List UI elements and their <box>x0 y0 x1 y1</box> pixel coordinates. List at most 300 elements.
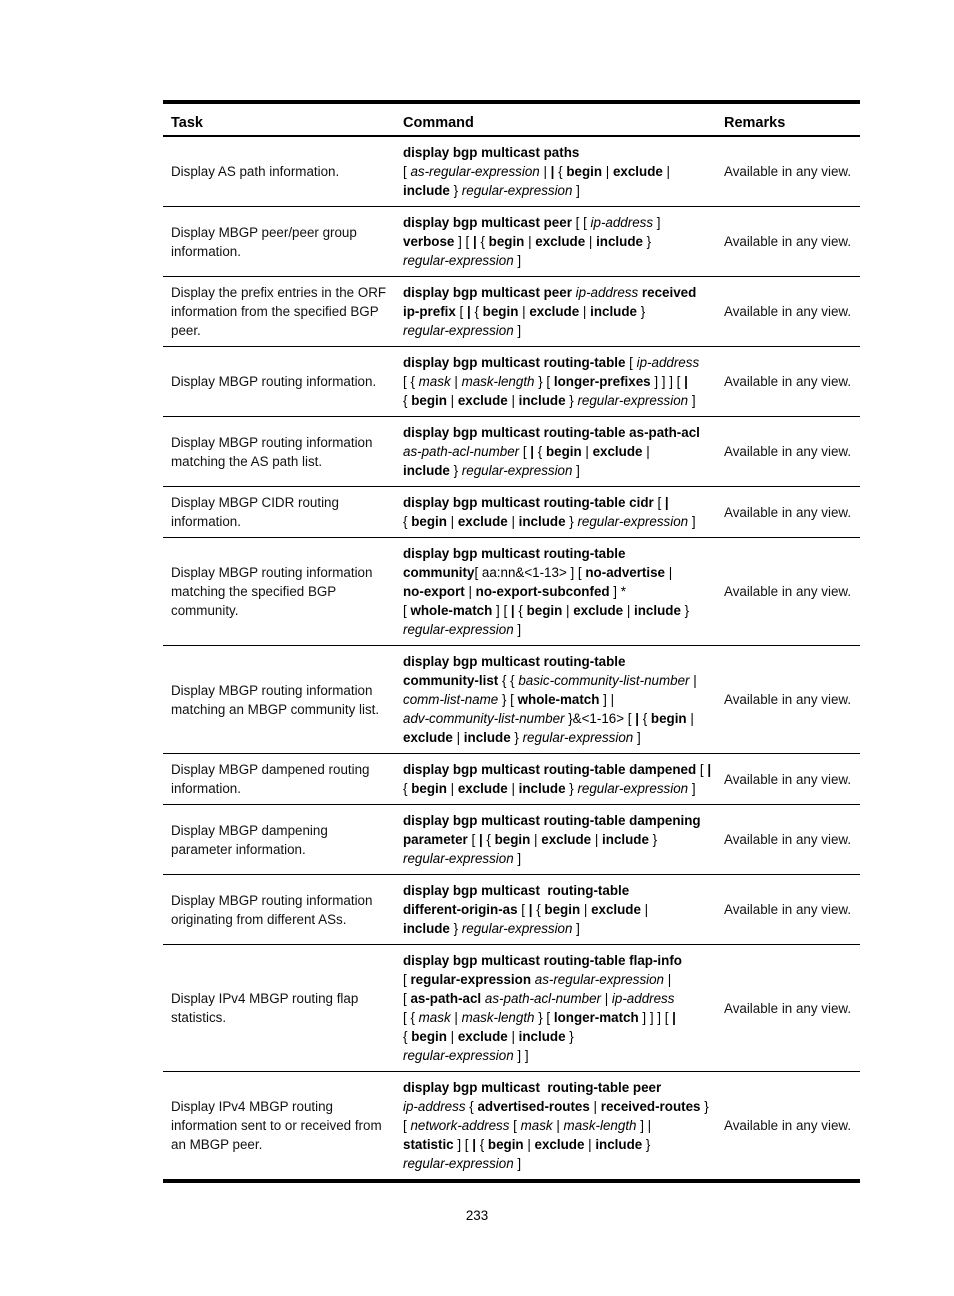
command-syntax: [ <box>403 972 411 987</box>
command-syntax: } <box>565 514 578 529</box>
task-cell: Display MBGP routing information matching the specified BGP community. <box>163 538 395 646</box>
table-row <box>163 945 860 1072</box>
command-keyword: begin <box>411 514 447 529</box>
command-syntax: ] ] ] [ <box>638 1010 673 1025</box>
remarks-cell: Available in any view. <box>716 1072 860 1182</box>
command-syntax: { <box>470 304 483 319</box>
command-syntax: } <box>565 1029 574 1044</box>
command-syntax: ] <box>688 781 696 796</box>
command-syntax: [ <box>403 164 411 179</box>
command-argument: as-regular-expression <box>534 972 665 987</box>
command-keyword: begin <box>544 902 581 917</box>
command-syntax: [ { <box>403 374 419 389</box>
command-argument: mask <box>418 374 451 389</box>
table-row <box>163 417 860 487</box>
command-line <box>403 1078 708 1097</box>
command-line <box>403 830 708 849</box>
command-keyword: include <box>595 1137 643 1152</box>
command-syntax: { <box>514 603 527 618</box>
task-cell: Display MBGP peer/peer group information. <box>163 207 395 277</box>
command-cell <box>395 277 716 347</box>
command-keyword: display bgp multicast routing-table as-path-acl <box>403 425 700 440</box>
command-syntax: | <box>581 444 593 459</box>
command-syntax: [ <box>517 902 529 917</box>
remarks-cell: Available in any view. <box>716 805 860 875</box>
command-keyword: parameter <box>403 832 468 847</box>
command-syntax: | <box>662 164 674 179</box>
command-keyword: display bgp multicast paths <box>403 145 580 160</box>
header-remarks: Remarks <box>716 102 860 136</box>
command-syntax: [ { <box>403 1010 419 1025</box>
command-argument: regular-expression <box>461 463 573 478</box>
command-argument: regular-expression <box>403 1156 514 1171</box>
command-syntax: | <box>446 781 458 796</box>
command-syntax: { { <box>498 673 519 688</box>
remarks-cell: Available in any view. <box>716 277 860 347</box>
command-line <box>403 251 708 270</box>
remarks-cell: Available in any view. <box>716 646 860 754</box>
command-line <box>403 372 708 391</box>
command-cell <box>395 805 716 875</box>
command-syntax: [ <box>467 832 479 847</box>
command-syntax: | <box>552 1118 564 1133</box>
table-row <box>163 347 860 417</box>
command-line <box>403 162 708 181</box>
command-line <box>403 728 708 747</box>
command-syntax: { <box>403 393 412 408</box>
command-keyword: no-advertise <box>585 565 665 580</box>
command-keyword: include <box>596 234 643 249</box>
command-syntax: ] <box>688 514 696 529</box>
command-argument: mask-length <box>461 1010 535 1025</box>
command-argument: regular-expression <box>403 323 514 338</box>
command-keyword: begin <box>482 304 519 319</box>
command-keyword: begin <box>411 781 447 796</box>
command-syntax: [ <box>403 991 411 1006</box>
command-syntax: | <box>602 164 613 179</box>
command-syntax: | <box>640 902 649 917</box>
command-cell <box>395 487 716 538</box>
command-keyword: whole-match <box>410 603 493 618</box>
command-line <box>403 461 708 480</box>
command-keyword: display bgp multicast routing-table dampened <box>403 762 697 777</box>
command-keyword: ip-prefix <box>403 304 456 319</box>
command-syntax: } [ <box>534 1010 554 1025</box>
command-keyword: | <box>528 902 533 917</box>
command-keyword: exclude <box>592 444 643 459</box>
command-line <box>403 760 712 779</box>
command-line <box>403 143 708 162</box>
table-row <box>163 805 860 875</box>
command-syntax: | <box>446 393 458 408</box>
command-syntax: } <box>510 730 523 745</box>
command-syntax: { <box>403 514 412 529</box>
command-keyword: community-list <box>403 673 499 688</box>
command-argument: regular-expression <box>577 514 689 529</box>
command-argument: mask-length <box>563 1118 637 1133</box>
command-syntax: | <box>446 514 458 529</box>
command-argument: ip-address <box>636 355 700 370</box>
task-cell: Display MBGP CIDR routing information. <box>163 487 395 538</box>
task-cell: Display MBGP routing information. <box>163 347 395 417</box>
command-keyword: include <box>403 921 450 936</box>
table-row <box>163 277 860 347</box>
task-cell: Display MBGP dampened routing information. <box>163 754 395 805</box>
command-syntax: { <box>638 711 651 726</box>
command-syntax: ] <box>572 183 580 198</box>
command-syntax: [ <box>625 355 637 370</box>
command-line <box>403 1116 708 1135</box>
command-keyword: | <box>684 374 688 389</box>
command-keyword: | <box>478 832 483 847</box>
command-syntax: | <box>591 832 603 847</box>
command-syntax: | <box>601 991 612 1006</box>
command-syntax: ] <box>688 393 696 408</box>
command-syntax: ] ] ] [ <box>650 374 685 389</box>
command-argument: adv-community-list-number <box>403 711 565 726</box>
command-syntax: } <box>449 463 462 478</box>
remarks-cell: Available in any view. <box>716 487 860 538</box>
command-keyword: begin <box>494 832 531 847</box>
command-line <box>403 1027 708 1046</box>
command-syntax: ] [ <box>453 1137 473 1152</box>
command-syntax: } <box>642 234 652 249</box>
command-syntax: { <box>465 1099 478 1114</box>
table-row <box>163 207 860 277</box>
command-syntax: | <box>452 730 464 745</box>
command-line <box>403 951 708 970</box>
command-syntax: | <box>584 1137 596 1152</box>
command-line <box>403 601 708 620</box>
command-line <box>403 181 708 200</box>
command-keyword: include <box>518 514 566 529</box>
command-cell <box>395 538 716 646</box>
command-keyword: exclude <box>534 1137 585 1152</box>
command-syntax: | <box>450 1010 462 1025</box>
command-syntax: | <box>623 603 635 618</box>
command-line <box>403 512 708 531</box>
command-keyword: received <box>641 285 697 300</box>
command-keyword: include <box>518 393 566 408</box>
command-line <box>403 919 708 938</box>
command-line <box>403 232 708 251</box>
command-keyword: begin <box>411 393 447 408</box>
command-syntax: | <box>523 1137 535 1152</box>
command-line <box>403 423 708 442</box>
remarks-cell: Available in any view. <box>716 417 860 487</box>
command-keyword: | <box>664 495 669 510</box>
command-cell <box>395 754 716 805</box>
command-syntax: ] [ <box>454 234 473 249</box>
command-syntax: } <box>648 832 658 847</box>
command-line <box>403 690 708 709</box>
command-keyword: | <box>530 444 535 459</box>
header-task: Task <box>163 102 395 136</box>
command-keyword: begin <box>411 1029 447 1044</box>
command-keyword: verbose <box>403 234 455 249</box>
command-keyword: include <box>403 463 450 478</box>
command-argument: as-path-acl-number <box>484 991 601 1006</box>
command-argument: ip-address <box>403 1099 466 1114</box>
command-syntax: }&<1-16> [ <box>564 711 636 726</box>
command-keyword: regular-expression <box>410 972 532 987</box>
remarks-cell: Available in any view. <box>716 207 860 277</box>
task-cell: Display IPv4 MBGP routing flap statistics. <box>163 945 395 1072</box>
command-argument: comm-list-name <box>403 692 499 707</box>
command-syntax: ] <box>513 323 522 338</box>
command-cell <box>395 136 716 207</box>
command-line <box>403 321 708 340</box>
command-syntax: [ <box>653 495 665 510</box>
command-syntax: | <box>664 972 672 987</box>
command-keyword: include <box>403 183 450 198</box>
command-syntax: | <box>507 1029 519 1044</box>
remarks-cell: Available in any view. <box>716 875 860 945</box>
command-syntax: | <box>507 393 519 408</box>
command-syntax: [ <box>519 444 531 459</box>
command-syntax: | <box>450 374 462 389</box>
command-keyword: exclude <box>457 393 508 408</box>
command-argument: mask <box>520 1118 553 1133</box>
table-row <box>163 1072 860 1182</box>
command-keyword: include <box>518 781 566 796</box>
remarks-cell: Available in any view. <box>716 347 860 417</box>
command-syntax: | <box>585 234 597 249</box>
command-keyword: | <box>510 603 515 618</box>
remarks-cell: Available in any view. <box>716 136 860 207</box>
command-syntax: | <box>464 584 476 599</box>
command-syntax: | <box>589 1099 601 1114</box>
command-syntax: } <box>449 921 462 936</box>
header-command: Command <box>395 102 716 136</box>
command-line <box>403 563 708 582</box>
remarks-cell: Available in any view. <box>716 945 860 1072</box>
command-keyword: display bgp multicast routing-table flap-info <box>403 953 682 968</box>
command-syntax: ] <box>513 1156 522 1171</box>
command-line <box>403 779 708 798</box>
command-line <box>403 391 708 410</box>
command-syntax: | <box>665 565 673 580</box>
command-syntax: ] <box>633 730 641 745</box>
command-keyword: include <box>634 603 681 618</box>
command-keyword: exclude <box>612 164 663 179</box>
command-syntax: { <box>532 902 545 917</box>
task-cell: Display MBGP routing information matching an MBGP community list. <box>163 646 395 754</box>
command-keyword: include <box>602 832 649 847</box>
command-keyword: exclude <box>457 1029 508 1044</box>
command-syntax: | <box>530 832 542 847</box>
command-line <box>403 1135 708 1154</box>
command-syntax: } [ <box>498 692 518 707</box>
command-syntax: | <box>580 902 592 917</box>
command-syntax: ] * <box>609 584 626 599</box>
table-row <box>163 875 860 945</box>
command-syntax: { <box>475 1137 488 1152</box>
command-keyword: statistic <box>403 1137 454 1152</box>
command-syntax: | <box>518 304 530 319</box>
command-keyword: exclude <box>541 832 592 847</box>
command-keyword: | <box>635 711 639 726</box>
command-syntax: { <box>534 444 546 459</box>
command-cell <box>395 945 716 1072</box>
command-syntax: | <box>524 234 536 249</box>
remarks-cell: Available in any view. <box>716 538 860 646</box>
command-syntax: ] | <box>599 692 615 707</box>
command-keyword: | <box>467 304 471 319</box>
command-argument: ip-address <box>575 285 639 300</box>
command-syntax: | <box>689 673 697 688</box>
command-syntax: [ <box>455 304 467 319</box>
command-line <box>403 544 708 563</box>
command-cell <box>395 875 716 945</box>
command-keyword: exclude <box>403 730 453 745</box>
command-syntax: } <box>565 781 578 796</box>
command-keyword: received-routes <box>600 1099 701 1114</box>
command-syntax: ] | <box>636 1118 652 1133</box>
command-keyword: begin <box>487 1137 524 1152</box>
command-argument: ip-address <box>611 991 675 1006</box>
task-cell: Display MBGP routing information originating from different ASs. <box>163 875 395 945</box>
command-keyword: different-origin-as <box>403 902 518 917</box>
table-row <box>163 754 860 805</box>
command-syntax: } [ <box>534 374 554 389</box>
command-line <box>403 970 708 989</box>
command-syntax: | <box>539 164 551 179</box>
command-line <box>403 442 708 461</box>
command-line <box>403 811 708 830</box>
table-header-row <box>163 102 860 136</box>
command-syntax: | <box>579 304 591 319</box>
command-argument: mask <box>418 1010 451 1025</box>
command-line <box>403 353 708 372</box>
command-syntax: } <box>680 603 690 618</box>
command-syntax: } <box>636 304 646 319</box>
command-keyword: exclude <box>457 514 508 529</box>
command-syntax: ] <box>572 463 580 478</box>
command-argument: regular-expression <box>577 393 689 408</box>
command-keyword: longer-prefixes <box>553 374 651 389</box>
task-cell: Display the prefix entries in the ORF information from the specified BGP peer. <box>163 277 395 347</box>
command-line <box>403 671 708 690</box>
command-argument: ip-address <box>590 215 654 230</box>
command-line <box>403 1097 708 1116</box>
command-syntax: ] <box>513 622 522 637</box>
table-row <box>163 538 860 646</box>
command-cell <box>395 1072 716 1182</box>
command-keyword: | <box>672 1010 676 1025</box>
table-row <box>163 487 860 538</box>
command-syntax: } <box>449 183 462 198</box>
command-keyword: display bgp multicast routing-table <box>403 355 626 370</box>
command-line <box>403 849 708 868</box>
command-line <box>403 283 708 302</box>
command-line <box>403 1046 708 1065</box>
command-syntax: ] <box>513 253 522 268</box>
command-syntax: ] <box>653 215 661 230</box>
command-reference-table <box>163 100 860 1183</box>
command-syntax: ] ] <box>513 1048 529 1063</box>
command-keyword: no-export-subconfed <box>475 584 610 599</box>
command-argument: network-address <box>410 1118 510 1133</box>
command-syntax: ] [ <box>492 603 511 618</box>
command-keyword: begin <box>650 711 687 726</box>
command-syntax: { <box>482 832 495 847</box>
command-keyword: whole-match <box>517 692 600 707</box>
command-line <box>403 582 708 601</box>
command-keyword: advertised-routes <box>477 1099 590 1114</box>
command-argument: regular-expression <box>403 253 514 268</box>
command-syntax: [ <box>509 1118 521 1133</box>
command-syntax: { <box>403 781 412 796</box>
command-keyword: | <box>472 1137 476 1152</box>
command-syntax: { <box>554 164 567 179</box>
command-syntax: [ [ <box>571 215 591 230</box>
task-cell: Display IPv4 MBGP routing information sent to or received from an MBGP peer. <box>163 1072 395 1182</box>
command-argument: basic-community-list-number <box>518 673 690 688</box>
command-syntax: { <box>403 1029 412 1044</box>
command-keyword: longer-match <box>553 1010 639 1025</box>
command-keyword: | <box>550 164 555 179</box>
command-syntax: ] <box>572 921 580 936</box>
command-line <box>403 1154 708 1173</box>
command-keyword: include <box>590 304 637 319</box>
command-syntax: ] <box>513 851 522 866</box>
task-cell: Display MBGP routing information matching the AS path list. <box>163 417 395 487</box>
command-argument: regular-expression <box>403 851 514 866</box>
table-row <box>163 646 860 754</box>
table-body <box>163 136 860 1181</box>
command-line <box>403 493 708 512</box>
command-keyword: | <box>707 762 712 777</box>
command-keyword: display bgp multicast peer <box>403 285 572 300</box>
command-syntax: } <box>565 393 578 408</box>
command-cell <box>395 417 716 487</box>
command-keyword: exclude <box>573 603 624 618</box>
table-row <box>163 136 860 207</box>
command-argument: regular-expression <box>461 921 573 936</box>
command-cell <box>395 347 716 417</box>
command-keyword: as-path-acl <box>410 991 482 1006</box>
command-syntax: } <box>700 1099 709 1114</box>
command-keyword: no-export <box>403 584 465 599</box>
command-line <box>403 1008 708 1027</box>
command-argument: as-regular-expression <box>410 164 540 179</box>
command-argument: regular-expression <box>522 730 634 745</box>
command-keyword: display bgp multicast routing-table cidr <box>403 495 654 510</box>
command-keyword: exclude <box>535 234 586 249</box>
command-keyword: exclude <box>457 781 508 796</box>
command-cell <box>395 646 716 754</box>
command-line <box>403 709 708 728</box>
command-keyword: begin <box>488 234 525 249</box>
command-argument: regular-expression <box>461 183 573 198</box>
command-syntax: | <box>642 444 650 459</box>
command-keyword: begin <box>545 444 582 459</box>
command-syntax: } <box>642 1137 651 1152</box>
command-keyword: include <box>518 1029 566 1044</box>
page-number: 233 <box>465 1208 489 1223</box>
command-keyword: begin <box>526 603 563 618</box>
command-argument: as-path-acl-number <box>403 444 520 459</box>
command-keyword: display bgp multicast routing-table <box>403 883 630 898</box>
command-keyword: include <box>463 730 511 745</box>
command-line <box>403 213 708 232</box>
command-line <box>403 302 708 321</box>
command-syntax: [ <box>403 603 411 618</box>
command-syntax: | <box>446 1029 458 1044</box>
command-line <box>403 620 708 639</box>
command-keyword: | <box>472 234 477 249</box>
